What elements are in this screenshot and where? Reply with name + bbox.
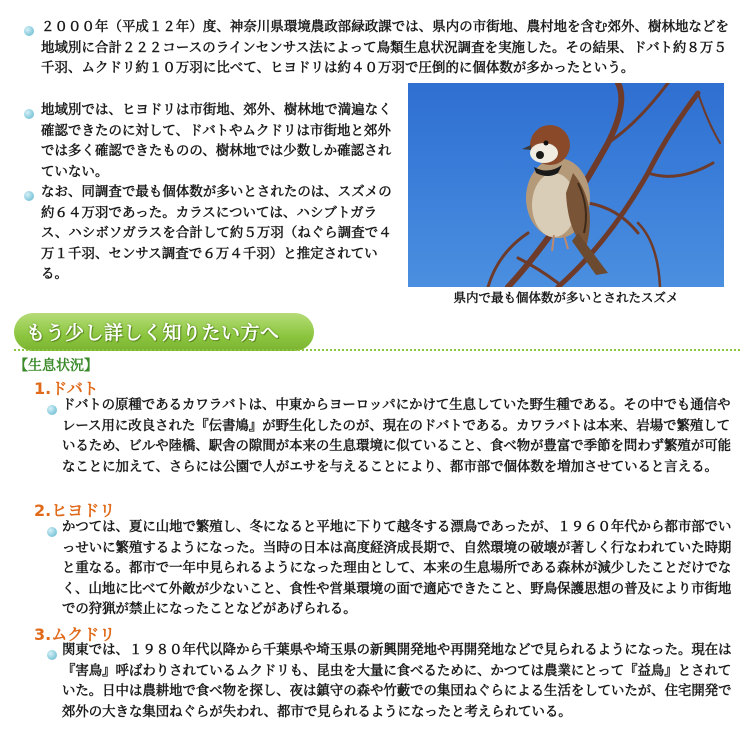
item-text-mukudori: 関東では、１９８０年代以降から千葉県や埼玉県の新興開発地や再開発地などで見られるようになった。現在は『害鳥』呼ばわりされているムクドリも、昆虫を大量に食べるために、かつては農業にとって『益鳥』とされていた。日中は農耕地で食べ物を探し、夜は鎮守の森や竹藪での集団ねぐらによる生活をしていたが、住宅開発で郊外の大きな集団ねぐらが失われ、都市で見られるようになったと考えられている。: [62, 643, 732, 720]
bullet-icon: [24, 26, 34, 36]
bullet-icon: [47, 650, 57, 660]
sparrow-photo: [408, 83, 724, 287]
photo-caption: 県内で最も個体数が多いとされたスズメ: [453, 290, 679, 305]
banner-title: もう少し詳しく知りたい方へ: [26, 322, 280, 344]
item-heading-dobato: 1.ドバト: [34, 379, 99, 398]
item-text-dobato: ドバトの原種であるカワラバトは、中東からヨーロッパにかけて生息していた野生種である。その中でも通信やレース用に改良された『伝書鳩』が野生化したのが、現在のドバトである。カワラバトは本来、岩場で繁殖しているため、ビルや陸橋、駅舎の隙間が本来の生息環境に似ていること、食べ物が豊富で季節を問わず繁殖が可能なことに加えて、さらには公園で人がエサを与えることにより、都市部で個体数を増加させていると言える。: [62, 398, 731, 475]
bullet-icon: [47, 527, 57, 537]
sparrow-icon: [408, 83, 724, 287]
item-text-hiyodori: かつては、夏に山地で繁殖し、冬になると平地に下りて越冬する漂鳥であったが、１９６０年代から都市部でいっせいに繁殖するようになった。当時の日本は高度経済成長期で、自然環境の破壊が著しく行なわれていた時期と重なる。都市で一年中見られるようになった理由として、本来の生息場所である森林が減少したことだけでなく、山地に比べて外敵が少ないこと、食性や営巣環境の面で適応できたこと、野鳥保護思想の普及により市街地での狩猟が禁止になったことなどがあげられる。: [62, 520, 732, 617]
intro-paragraph-1: ２０００年（平成１２年）度、神奈川県環境農政部緑政課では、県内の市街地、農村地を含む郊外、樹林地などを地域別に合計２２２コースのラインセンサス法によって鳥類生息状況調査を実施した。その結果、ドバト約８万５千羽、ムクドリ約１０万羽に比べて、ヒヨドリは約４０万羽で圧倒的に個体数が多かったという。: [41, 20, 730, 76]
bullet-icon: [47, 405, 57, 415]
intro-paragraph-2: 地域別では、ヒヨドリは市街地、郊外、樹林地で満遍なく確認できたのに対して、ドバトやムクドリは市街地と郊外では多く確認できたものの、樹林地では少数しか確認されていない。: [41, 103, 392, 180]
bullet-icon: [24, 191, 34, 201]
item-heading-mukudori: 3.ムクドリ: [34, 625, 116, 644]
intro-paragraph-3: なお、同調査で最も個体数が多いとされたのは、スズメの約６４万羽であった。カラスについては、ハシブトガラス、ハシボソガラスを合計して約５万羽（ねぐら調査で４万１千羽、センサス調査で６万４千羽）と推定されている。: [41, 185, 392, 282]
item-heading-hiyodori: 2.ヒヨドリ: [34, 501, 116, 520]
divider: [14, 349, 740, 351]
bullet-icon: [24, 109, 34, 119]
section-label: 【生息状況】: [14, 358, 98, 374]
